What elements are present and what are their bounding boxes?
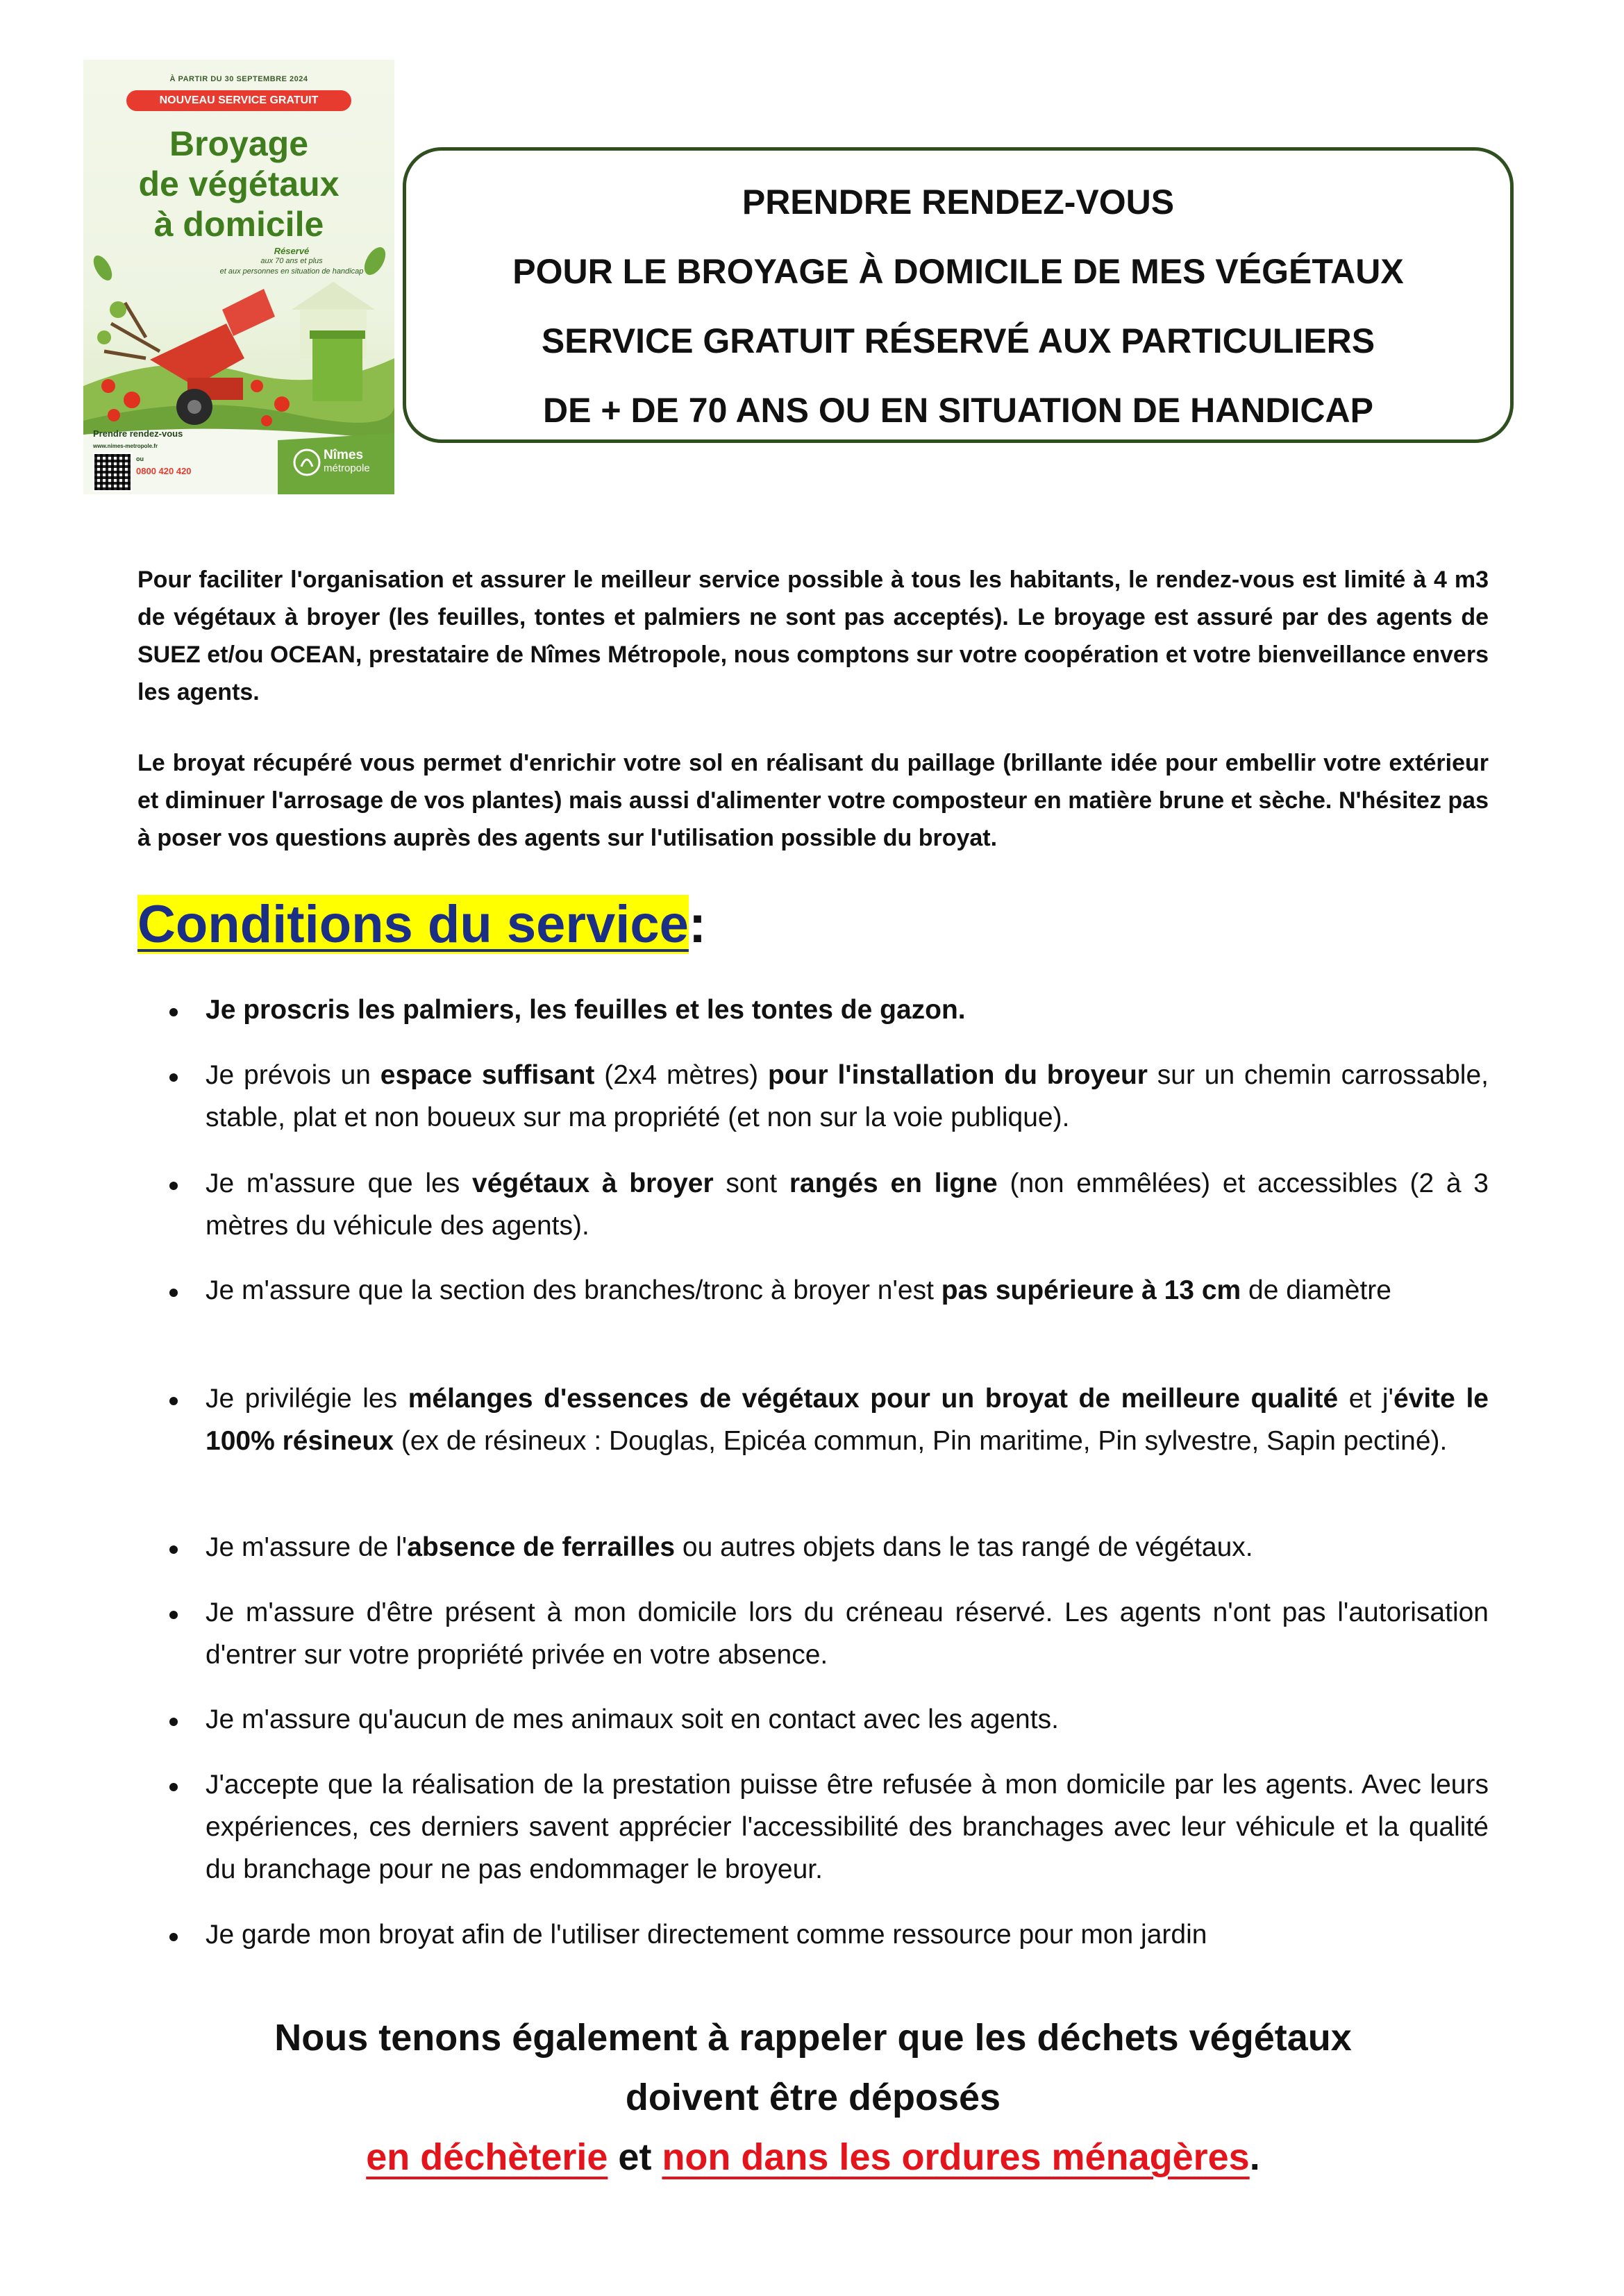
bullet-dot xyxy=(169,1397,178,1405)
condition-item-8: Je m'assure qu'aucun de mes animaux soit en contact avec les agents. xyxy=(206,1704,1059,1734)
bullet-dot xyxy=(169,1718,178,1726)
bullet-dot xyxy=(169,1545,178,1554)
poster-subtitle: Réservé aux 70 ans et plus et aux personnes en situation de handicap xyxy=(219,246,364,276)
intro-paragraph-2: Le broyat récupéré vous permet d'enrichir votre sol en réalisant du paillage (brillante idée pour embellir votre extérieur et diminuer l'arrosage de vos plantes) mais aussi d'alimenter votre composteur en matière brune et sèche. N'hésitez pas à poser vos questions auprès des agents sur l'utilisation possible du broyat. xyxy=(137,750,1489,851)
poster-phone: 0800 420 420 xyxy=(136,466,192,476)
nimes-metropole-logo-icon xyxy=(293,449,321,476)
condition-item-10: Je garde mon broyat afin de l'utiliser directement comme ressource pour mon jardin xyxy=(206,1920,1207,1950)
header-line-4: DE + DE 70 ANS OU EN SITUATION DE HANDICAP xyxy=(543,391,1373,430)
footer-ordures: non dans les ordures ménagères xyxy=(662,2136,1250,2178)
bullet-dot xyxy=(169,1783,178,1791)
condition-item-9: J'accepte que la réalisation de la prestation puisse être refusée à mon domicile par les agents. Avec leurs expériences, ces derniers savent apprécier l'accessibilité des branchages avec leur véhicule et la qualité du branchage pour ne pas endommager le broyeur. xyxy=(206,1770,1489,1884)
poster-badge: NOUVEAU SERVICE GRATUIT xyxy=(126,90,351,111)
header-line-2: POUR LE BROYAGE À DOMICILE DE MES VÉGÉTAUX xyxy=(512,252,1404,291)
bullet-dot xyxy=(169,1182,178,1190)
condition-item-7: Je m'assure d'être présent à mon domicile lors du créneau réservé. Les agents n'ont pas l'autorisation d'entrer sur votre propriété privée en votre absence. xyxy=(206,1598,1489,1670)
header-line-1: PRENDRE RENDEZ-VOUS xyxy=(742,183,1175,221)
bullet-dot xyxy=(169,1611,178,1619)
footer-dechetterie: en déchèterie xyxy=(366,2136,608,2178)
bullet-dot xyxy=(169,1073,178,1082)
condition-item-1: Je proscris les palmiers, les feuilles et les tontes de gazon. xyxy=(206,995,966,1025)
footer-line-1: Nous tenons également à rappeler que les déchets végétaux xyxy=(274,2017,1352,2059)
bullet-dot xyxy=(169,1933,178,1941)
condition-item-3: Je m'assure que les végétaux à broyer sont rangés en ligne (non emmêlées) et accessibles (2 à 3 mètres du véhicule des agents). xyxy=(206,1168,1489,1241)
footer-line-2: doivent être déposés xyxy=(625,2077,1001,2118)
footer-line-3: en déchèterie et non dans les ordures ménagères. xyxy=(366,2136,1260,2178)
poster-logo-main: Nîmes xyxy=(324,448,364,462)
poster-thumbnail xyxy=(83,60,394,494)
header-line-3: SERVICE GRATUIT RÉSERVÉ AUX PARTICULIERS xyxy=(541,321,1375,360)
poster-date: À PARTIR DU 30 SEPTEMBRE 2024 xyxy=(169,75,308,83)
intro-paragraph-1: Pour faciliter l'organisation et assurer le meilleur service possible à tous les habitants, le rendez-vous est limité à 4 m3 de végétaux à broyer (les feuilles, tontes et palmiers ne sont pas acceptés). Le broyage est assuré par des agents de SUEZ et/ou OCEAN, prestataire de Nîmes Métropole, nous comptons sur votre coopération et votre bienveillance envers les agents. xyxy=(137,567,1489,705)
poster-logo-sub: métropole xyxy=(324,462,370,474)
qr-code-icon xyxy=(93,453,132,492)
poster-cta: Prendre rendez-vous www.nimes-metropole.fr ou 0800 420 420 xyxy=(93,428,218,478)
condition-item-6: Je m'assure de l'absence de ferrailles ou autres objets dans le tas rangé de végétaux. xyxy=(206,1532,1253,1562)
condition-item-2: Je prévois un espace suffisant (2x4 mètres) pour l'installation du broyeur sur un chemin carrossable, stable, plat et non boueux sur ma propriété (et non sur la voie publique). xyxy=(206,1060,1489,1132)
bullet-dot xyxy=(169,1289,178,1297)
poster-title: Broyage de végétaux à domicile xyxy=(138,124,340,244)
conditions-title: Conditions du service: xyxy=(137,895,707,954)
condition-item-5: Je privilégie les mélanges d'essences de végétaux pour un broyat de meilleure qualité et j'évite le 100% résineux (ex de résineux : Douglas, Epicéa commun, Pin maritime, Pin sylvestre, Sapin pectiné). xyxy=(206,1384,1489,1456)
condition-item-4: Je m'assure que la section des branches/tronc à broyer n'est pas supérieure à 13 cm de diamètre xyxy=(206,1275,1391,1305)
bullet-dot xyxy=(169,1008,178,1016)
